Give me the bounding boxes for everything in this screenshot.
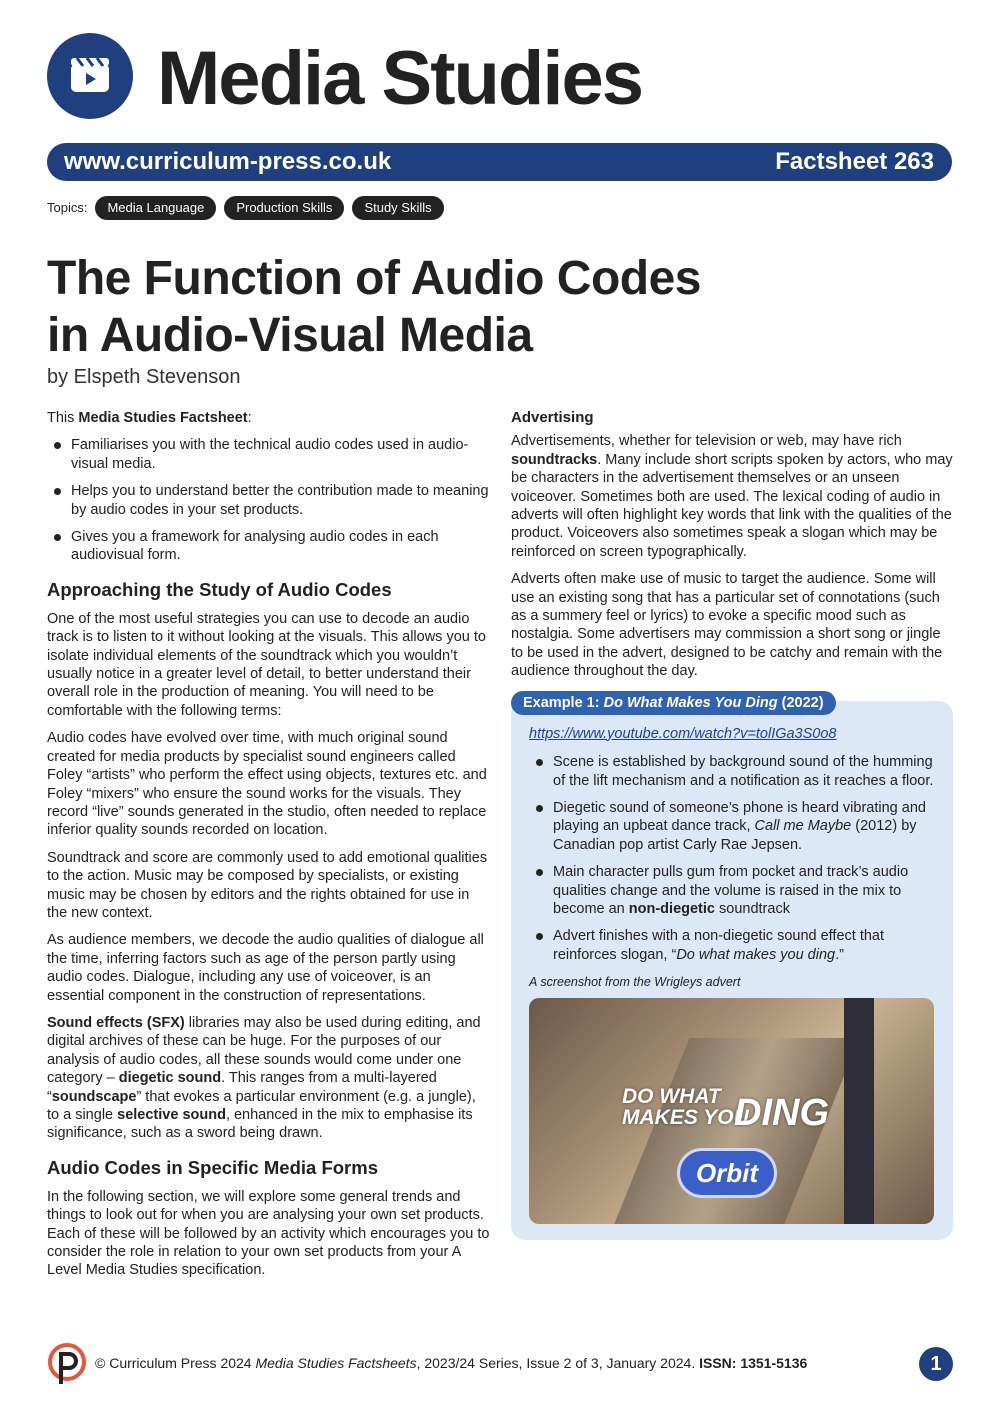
paragraph: Sound effects (SFX) libraries may also be used during editing, and digital archives of these can be huge. For the purposes of our analysis of audio codes, all these sounds would come under one category – diegetic sound. This ranges from a multi-layered “soundscape” that evokes a particular environment (e.g. a jungle), to a single selective sound, enhanced in the mix to emphasise its significance, such as a sword being drawn. — [47, 1014, 481, 1142]
list-item: Gives you a framework for analysing audio codes in each audiovisual form. — [47, 528, 490, 565]
list-item: Helps you to understand better the contribution made to meaning by audio codes in your set products. — [47, 482, 490, 519]
paragraph: Soundtrack and score are commonly used to add emotional qualities to the action. Music may be composed by specialists, or existing music may be chosen by editors and the rights obtained for use in the new context. — [47, 849, 488, 921]
example-panel — [511, 694, 953, 1240]
footer — [47, 1342, 953, 1388]
list-item: Advert finishes with a non-diegetic sound effect that reinforces slogan, “Do what makes you ding.” — [529, 927, 935, 964]
topic-pill: Production Skills — [224, 196, 344, 220]
paragraph: As audience members, we decode the audio qualities of dialogue all the time, inferring factors such as age of the person partly using audio codes. Dialogue, including any use of voiceover, is an essential component in the construction of representations. — [47, 932, 484, 1004]
topics — [47, 195, 444, 220]
list-item: Familiarises you with the technical audio codes used in audio-visual media. — [47, 436, 490, 473]
youtube-link[interactable]: https://www.youtube.com/watch?v=tolIGa3S0o8 — [529, 725, 837, 742]
title-line: The Function of Audio Codes — [47, 252, 701, 305]
title-line: in Audio-Visual Media — [47, 309, 533, 362]
site-url[interactable]: www.curriculum-press.co.uk — [64, 148, 392, 175]
paragraph: Advertisements, whether for television or web, may have rich soundtracks. Many include short scripts spoken by actors, who may be characters in the advertisement themselves or an unseen voiceover. Sometimes both are used. The lexical coding of audio in adverts will often highlight key words that link with the qualities of the product. Voiceovers also sometimes speak a slogan which may be reinforced on screen typographically. — [511, 433, 953, 560]
orbit-brand-logo: Orbit — [677, 1148, 777, 1198]
intro-text: This Media Studies Factsheet: — [47, 410, 252, 426]
list-item: Scene is established by background sound of the humming of the lift mechanism and a notification as it reaches a floor. — [529, 753, 935, 790]
paragraph: Adverts often make use of music to target the audience. Some will use an existing song that has a particular set of connotations (such as a summery feel or lyrics) to evoke a specific mood such as nostalgia. Some advertisers may commission a short song or jingle to be used in the advert, designed to be catchy and remain with the audience throughout the day. — [511, 571, 943, 680]
paragraph: Audio codes have evolved over time, with much original sound created for media products by specialist sound engineers called Foley “artists” who perform the effect using objects, textures etc. and Foley “mixers” who ensure the sound works for the visuals. They record “live” sounds generated in the studio, often needed to replace inferior quality sounds recorded on location. — [47, 730, 487, 839]
intro-bullets — [47, 436, 490, 564]
topics-label: Topics: — [47, 200, 88, 215]
article-title — [47, 250, 701, 364]
example-tag: Example 1: Do What Makes You Ding (2022) — [511, 691, 836, 715]
section-heading: Approaching the Study of Audio Codes — [47, 578, 392, 600]
curriculum-press-logo-icon — [47, 1342, 87, 1388]
right-column — [511, 409, 953, 1240]
left-column — [47, 409, 490, 1289]
clapperboard-logo-icon — [47, 33, 133, 119]
slogan-text: DO WHAT MAKES YOU — [622, 1084, 749, 1129]
topic-pill: Media Language — [95, 196, 216, 220]
list-item: Diegetic sound of someone’s phone is heard vibrating and playing an upbeat dance track, Call me Maybe (2012) by Canadian pop artist Carly Rae Jepsen. — [529, 799, 935, 854]
factsheet-number: Factsheet 263 — [775, 148, 934, 175]
subheading: Advertising — [511, 409, 594, 426]
image-caption: A screenshot from the Wrigleys advert — [529, 975, 741, 990]
url-bar — [47, 143, 952, 181]
masthead — [47, 33, 952, 121]
masthead-title: Media Studies — [157, 36, 642, 121]
advert-screenshot — [529, 998, 934, 1224]
pillar-shape — [844, 998, 874, 1224]
paragraph: In the following section, we will explore some general trends and things to look out for when you are analysing your own set products. Each of these will be followed by an activity which encourages you to consider the role in relation to your own set products from your A Level Media Studies specification. — [47, 1188, 490, 1279]
topic-pill: Study Skills — [352, 196, 443, 220]
example-bullets — [529, 753, 935, 964]
section-heading: Audio Codes in Specific Media Forms — [47, 1156, 378, 1178]
ding-text: DING — [734, 1091, 829, 1134]
paragraph: One of the most useful strategies you can use to decode an audio track is to listen to it without looking at the visuals. This allows you to isolate individual elements of the soundtrack which you wouldn’t usually notice in a greater level of detail, to better understand their overall role in the production of meaning. You will need to be comfortable with the following terms: — [47, 610, 486, 719]
list-item: Main character pulls gum from pocket and track’s audio qualities change and the volume is raised in the mix to become an non-diegetic soundtrack — [529, 863, 935, 918]
footer-copyright: © Curriculum Press 2024 Media Studies Factsheets, 2023/24 Series, Issue 2 of 3, January 2024. ISSN: 1351-5136 — [95, 1355, 808, 1371]
page-number: 1 — [919, 1347, 953, 1381]
byline: by Elspeth Stevenson — [47, 366, 241, 388]
